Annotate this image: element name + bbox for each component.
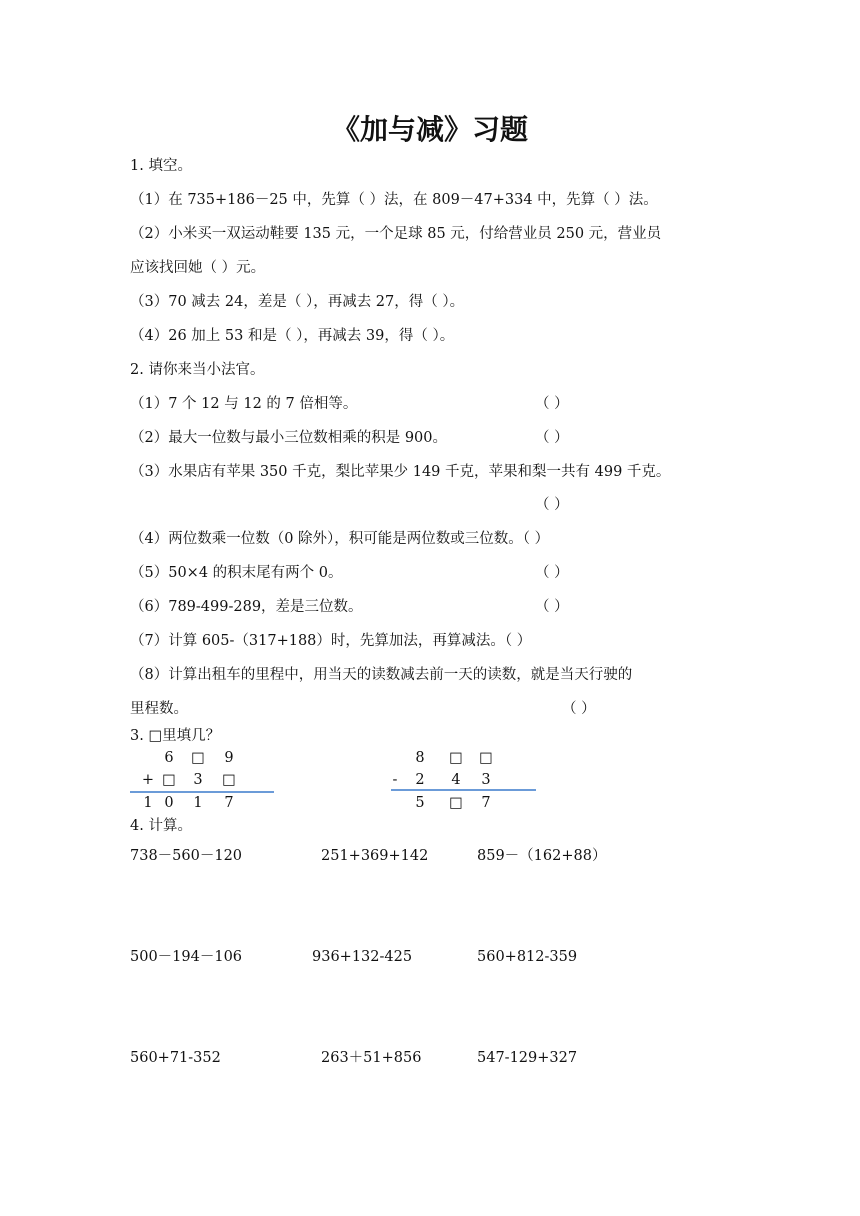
q3-heading: 3. □里填几？ [130,728,221,744]
calc-expr: 500－194－106 [130,949,243,965]
add-r3-c0: 1 [143,795,153,811]
sub-diff-line [391,789,536,791]
add-r2-c0: + [141,772,155,788]
q2-item-8-paren: （ ） [562,701,596,717]
q2-item-7: （7）计算 605-（317+188）时，先算加法，再算减法。（ ） [130,633,532,649]
sub-r1-c2: □ [479,750,493,766]
q2-item-6-paren: （ ） [535,599,569,615]
calc-expr: 560+71-352 [130,1050,221,1066]
q4-heading: 4. 计算。 [130,818,192,834]
q1-item-3: （3）70 减去 24，差是（ ），再减去 27，得（ ）。 [130,294,465,310]
sub-r2-c3: 3 [481,772,491,788]
q2-item-6: （6）789-499-289，差是三位数。 [130,599,363,615]
q2-item-5-paren: （ ） [535,565,569,581]
q2-item-8-cont: 里程数。 [130,701,188,717]
q2-item-1-paren: （ ） [535,396,569,412]
sub-r3-c2: 7 [481,795,491,811]
calc-expr: 936+132-425 [312,949,413,965]
calc-expr: 560+812-359 [477,949,578,965]
q2-item-8: （8）计算出租车的里程中，用当天的读数减去前一天的读数，就是当天行驶的 [130,667,633,683]
q1-item-4: （4）26 加上 53 和是（ ），再减去 39，得（ ）。 [130,328,455,344]
sub-r2-c1: 2 [415,772,425,788]
q2-item-3-paren: （ ） [535,497,569,513]
sub-r1-c1: □ [449,750,463,766]
calc-expr: 547-129+327 [477,1050,578,1066]
add-r1-c3: 9 [224,750,234,766]
sub-r3-c1: □ [449,795,463,811]
add-r3-c1: 0 [164,795,174,811]
sub-r2-c0: - [392,772,398,788]
q1-item-2-cont: 应该找回她（ ）元。 [130,260,266,276]
q1-item-1: （1）在 735+186－25 中，先算（ ）法，在 809－47+334 中，先算（ ）法。 [130,192,658,208]
sub-r2-c2: 4 [451,772,461,788]
page-title: 《加与减》习题 [331,113,528,146]
add-r2-c1: □ [162,772,176,788]
calc-expr: 263＋51+856 [321,1050,422,1066]
q2-heading: 2. 请你来当小法官。 [130,362,265,378]
q2-item-2-paren: （ ） [535,430,569,446]
add-r3-c3: 7 [224,795,234,811]
calc-expr: 251+369+142 [321,848,429,864]
add-r2-c3: □ [222,772,236,788]
add-r1-c1: 6 [164,750,174,766]
sub-r1-c0: 8 [415,750,425,766]
add-r2-c2: 3 [193,772,203,788]
add-r3-c2: 1 [193,795,203,811]
add-r1-c2: □ [191,750,205,766]
calc-expr: 738－560－120 [130,848,243,864]
sub-r3-c0: 5 [415,795,425,811]
q1-heading: 1. 填空。 [130,158,192,174]
add-sum-line [130,791,274,793]
calc-expr: 859－（162+88） [477,848,607,864]
q2-item-5: （5）50×4 的积末尾有两个 0。 [130,565,343,581]
q2-item-4: （4）两位数乘一位数（0 除外），积可能是两位数或三位数。（ ） [130,531,550,547]
q2-item-2: （2）最大一位数与最小三位数相乘的积是 900。 [130,430,448,446]
q1-item-2: （2）小米买一双运动鞋要 135 元，一个足球 85 元，付给营业员 250 元，营业员 [130,226,662,242]
q2-item-3: （3）水果店有苹果 350 千克，梨比苹果少 149 千克，苹果和梨一共有 499 千克。 [130,464,671,480]
q2-item-1: （1）7 个 12 与 12 的 7 倍相等。 [130,396,358,412]
